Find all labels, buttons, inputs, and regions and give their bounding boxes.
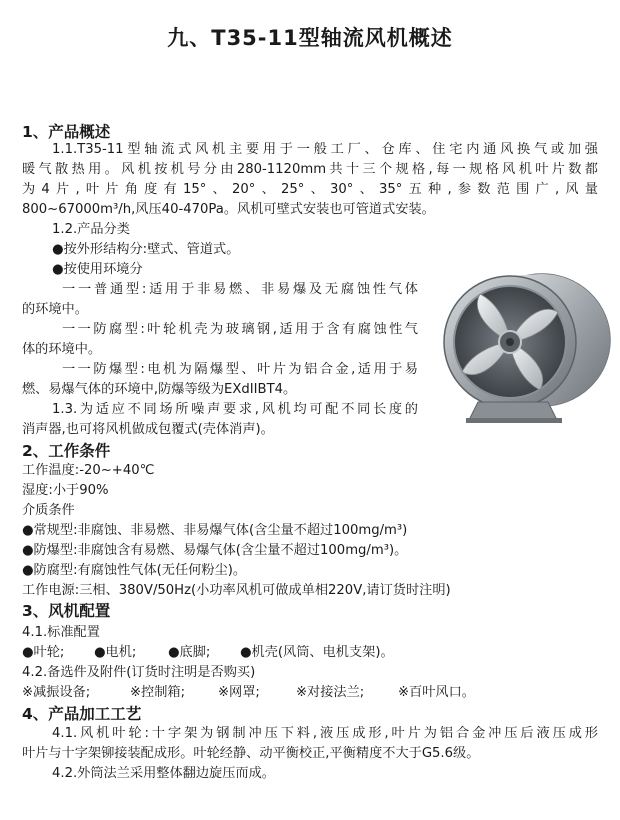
s4-p1-line-2: 叶片与十字架铆接装配成形。叶轮经静、动平衡校正,平衡精度不大于G5.6级。 <box>22 746 480 761</box>
s4-p2: 4.2.外筒法兰采用整体翻边旋压而成。 <box>52 766 275 781</box>
s1-anticorrosion-line-2: 体的环境中。 <box>22 342 102 357</box>
s1-bullet-env: ●按使用环境分 <box>52 262 143 277</box>
s2-medium-normal: ●常规型:非腐蚀、非易燃、非易爆气体(含尘量不超过100mg/m³) <box>22 523 408 538</box>
s2-power: 工作电源:三相、380V/50Hz(小功率风机可做成单相220V,请订货时注明) <box>22 583 451 598</box>
s3-standard-item-3: ●底脚; <box>168 645 211 660</box>
s1-p1-line-3: 为4片,叶片角度有15°、20°、25°、30°、35°五种,参数范围广,风量 <box>22 182 598 197</box>
s4-p1-line-1: 4.1.风机叶轮:十字架为钢制冲压下料,液压成形,叶片为铝合金冲压后液压成形 <box>52 726 598 741</box>
s1-p1-line-4: 800~67000m³/h,风压40-470Pa。风机可壁式安装也可管道式安装。 <box>22 202 435 217</box>
s3-optional-item-4: ※对接法兰; <box>296 685 365 700</box>
s3-standard-item-1: ●叶轮; <box>22 645 65 660</box>
s1-p1-line-2: 暖气散热用。风机按机号分由280-1120mm共十三个规格,每一规格风机叶片数都 <box>22 162 598 177</box>
s1-normal-line-1: 一一普通型:适用于非易燃、非易爆及无腐蚀性气体 <box>62 282 418 297</box>
s3-optional-item-2: ※控制箱; <box>130 685 186 700</box>
section-2-heading: 2、工作条件 <box>22 442 111 460</box>
document-title: 九、T35-11型轴流风机概述 <box>167 26 453 50</box>
s2-medium-anticorrosion: ●防腐型:有腐蚀性气体(无任何粉尘)。 <box>22 563 247 578</box>
s3-standard-config: 4.1.标准配置 <box>22 625 100 640</box>
s1-sub-heading: 1.2.产品分类 <box>52 222 130 237</box>
axial-fan-image <box>438 268 614 424</box>
s2-temperature: 工作温度:-20~+40℃ <box>22 463 155 478</box>
s3-optional-item-5: ※百叶风口。 <box>398 685 475 700</box>
s1-normal-line-2: 的环境中。 <box>22 302 88 317</box>
s3-standard-item-4: ●机壳(风筒、电机支架)。 <box>240 645 394 660</box>
s3-optional-item-3: ※网罩; <box>218 685 260 700</box>
s2-medium-explosion: ●防爆型:非腐蚀含有易燃、易爆气体(含尘量不超过100mg/m³)。 <box>22 543 408 558</box>
s3-optional-item-1: ※减振设备; <box>22 685 91 700</box>
section-1-heading: 1、产品概述 <box>22 123 111 141</box>
s3-standard-item-2: ●电机; <box>94 645 137 660</box>
s3-optional-config: 4.2.备选件及附件(订货时注明是否购买) <box>22 665 256 680</box>
section-4-heading: 4、产品加工工艺 <box>22 705 142 723</box>
s1-p13-line-2: 消声器,也可将风机做成包覆式(壳体消声)。 <box>22 422 274 437</box>
s2-humidity: 湿度:小于90% <box>22 483 109 498</box>
s1-p13-line-1: 1.3.为适应不同场所噪声要求,风机均可配不同长度的 <box>52 402 418 417</box>
section-3-heading: 3、风机配置 <box>22 602 111 620</box>
s1-p1-line-1: 1.1.T35-11型轴流式风机主要用于一般工厂、仓库、住宅内通风换气或加强 <box>52 142 598 157</box>
s1-explosion-line-1: 一一防爆型:电机为隔爆型、叶片为铝合金,适用于易 <box>62 362 418 377</box>
s1-bullet-shape: ●按外形结构分:壁式、管道式。 <box>52 242 240 257</box>
s1-explosion-line-2: 燃、易爆气体的环境中,防爆等级为EXdIIBT4。 <box>22 382 297 397</box>
s2-medium: 介质条件 <box>22 503 75 518</box>
s1-anticorrosion-line-1: 一一防腐型:叶轮机壳为玻璃钢,适用于含有腐蚀性气 <box>62 322 418 337</box>
